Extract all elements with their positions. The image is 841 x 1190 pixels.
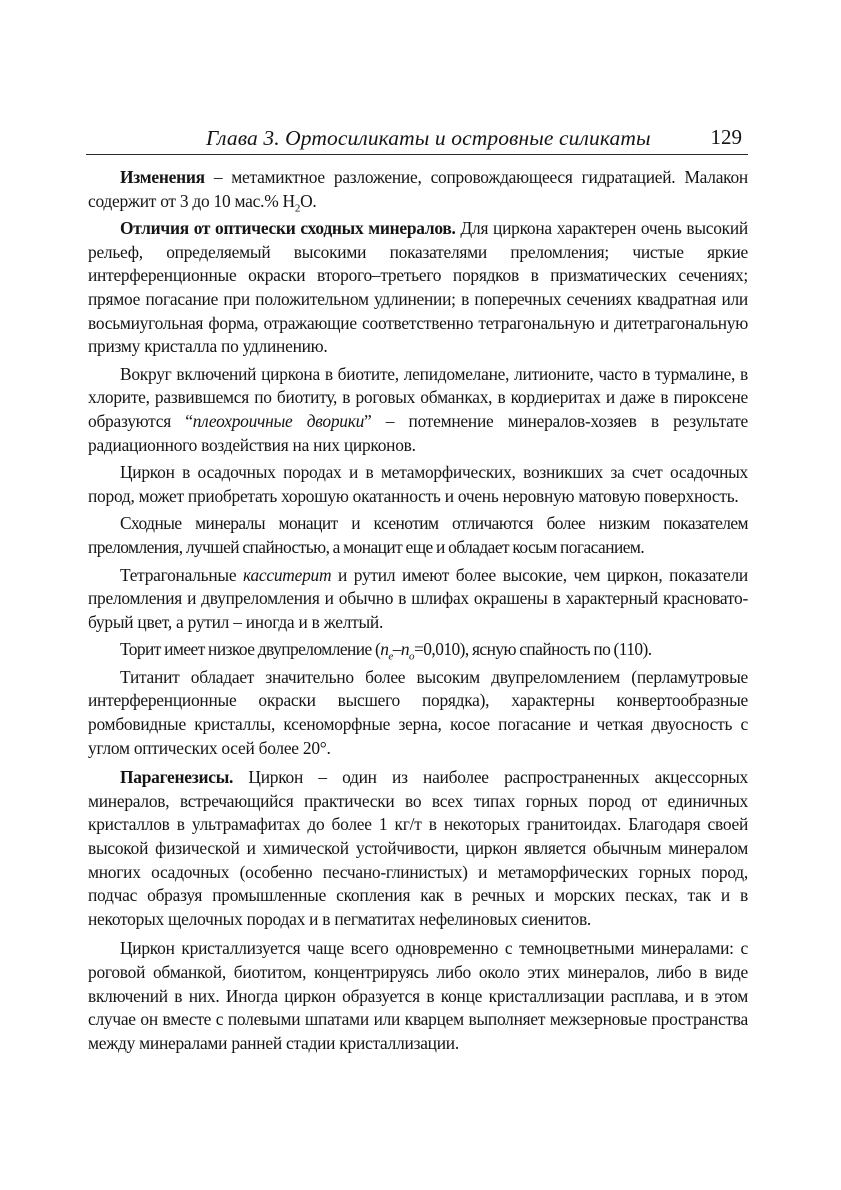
paragraph-text: Для циркона характерен очень высокий рельеф, определяемый высокими показателями преломления; чистые яркие интерференционные окраски второго–третьего порядков в призматических сечениях; прямое погасание при положительном удлинении; в поперечных сечениях квадратная или восьмиугольная форма, отражающие соответственно тетрагональную и дитетрагональную призму кристалла по удлинению. (88, 218, 748, 357)
subscript: 2 (294, 202, 301, 215)
paragraph-tail: ” – потемнение минералов-хозяев в результате радиационного воздействия на них цирконов. (88, 410, 748, 455)
paragraph-text: Вокруг включений циркона в биотите, лепидомелане, литионите, часто в турмалине, в хлорите, развившемся по биотиту, в роговых обманках, в кордиеритах и даже в пироксене образуются “ (88, 363, 748, 431)
paragraph-crystallization (88, 937, 748, 1055)
paragraph-text: Циркон в осадочных породах и в метаморфических, возникших за счет осадочных пород, может приобретать хорошую окатанность и очень неровную матовую поверхность. (88, 462, 748, 506)
paragraph-lead: Отличия от оптически сходных минералов. (120, 218, 456, 239)
page-body (88, 166, 748, 1059)
italic-term: касситерит (243, 564, 332, 585)
paragraph-text: Сходные минералы монацит и ксенотим отличаются более низким показателем преломления, лучшей спайностью, а монацит еще и обладает косым погасанием. (88, 513, 748, 557)
paragraph-monazite-xenotime (88, 512, 748, 559)
paragraph-text: – метамиктное разложение, сопровождающееся гидратацией. Малакон содержит от 3 до 10 мас.% H (88, 167, 748, 211)
running-title: Глава 3. Ортосиликаты и островные силикаты (206, 126, 651, 150)
subscript: e (388, 650, 393, 663)
paragraph-tail: =0,010), ясную спайность по (110). (414, 639, 652, 660)
paragraph-text: Торит имеет низкое двупреломление ( (120, 639, 381, 660)
paragraph-cassiterite-rutile (88, 564, 748, 635)
formula-dash: – (392, 639, 401, 660)
formula-n: n (380, 639, 389, 660)
paragraph-text: Циркон – один из наиболее распространенных акцессорных минералов, встречающийся практически во всех типах горных пород от единичных кристаллов в ультрамафитах до более 1 кг/т в некоторых гранитоидах. Благодаря своей высокой физической и химической устойчивости, циркон является обычным минералом многих осадочных (особенно песчано-глинистых) и метаморфических горных пород, подчас образуя промышленные скопления как в речных и морских песках, так и в некоторых щелочных породах и в пегматитах нефелиновых сиенитов. (88, 767, 748, 929)
paragraph-pleochroic-halos (88, 363, 748, 457)
paragraph-sedimentary (88, 461, 748, 508)
page-number: 129 (710, 125, 742, 149)
paragraph-tail: и рутил имеют более высокие, чем циркон, показатели преломления и двупреломления и обычно в шлифах окрашены в характерный красновато-бурый цвет, а рутил – иногда и в желтый. (88, 564, 748, 632)
paragraph-thorite (88, 638, 748, 662)
paragraph-alterations (88, 166, 748, 213)
paragraph-titanite (88, 666, 748, 760)
italic-term: плеохроичные дворики (192, 410, 365, 431)
paragraph-tail: O. (300, 190, 317, 211)
running-header (86, 124, 748, 155)
paragraph-text: Титанит обладает значительно более высоким двупреломлением (перламутровые интерференционные окраски высшего порядка), характерны конвертообразные ромбовидные кристаллы, ксеноморфные зерна, косое погасание и четкая двуосность с углом оптических осей более 20°. (88, 666, 748, 758)
formula-n: n (400, 639, 410, 660)
paragraph-text: Циркон кристаллизуется чаще всего одновременно с темноцветными минералами: с роговой обманкой, биотитом, концентрируясь либо около этих минералов, либо в виде включений в них. Иногда циркон образуется в конце кристаллизации расплава, и в этом случае он вместе с полевыми шпатами или кварцем выполняет межзерновые пространства между минералами ранней стадии кристаллизации. (88, 938, 748, 1053)
paragraph-lead: Изменения (120, 167, 205, 187)
paragraph-lead: Парагенезисы. (120, 767, 234, 788)
paragraph-parageneses (88, 766, 748, 931)
subscript: o (409, 650, 414, 663)
paragraph-optical-differences (88, 217, 748, 359)
paragraph-text: Тетрагональные (120, 564, 244, 585)
